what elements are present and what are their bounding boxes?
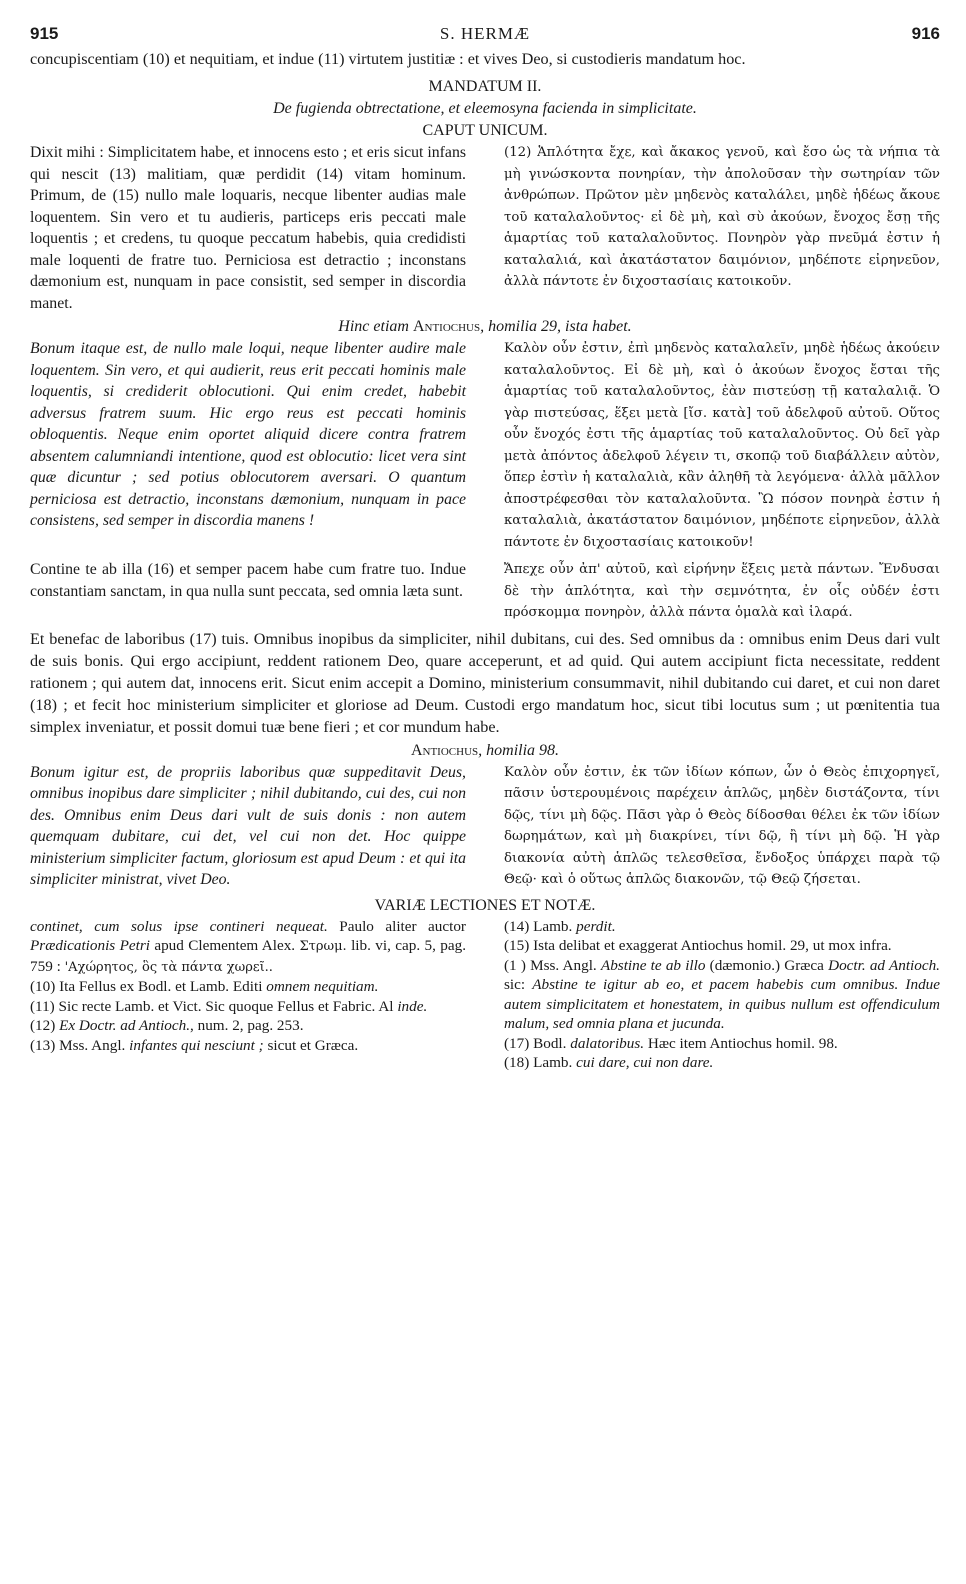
note-14: (14) Lamb. perdit. [504, 917, 616, 935]
note-15: (15) Ista delibat et exaggerat Antiochus homil. 29, ut mox infra. [504, 937, 892, 954]
note-10: (10) Ita Fellus ex Bodl. et Lamb. Editi omnem nequitiam. [30, 978, 379, 995]
notes-section [30, 917, 940, 1073]
note-left-continuation: continet, cum solus ipse contineri nequeat. Paulo aliter auctor Prædicationis Petri apud Clementem Alex. Στρωμ. lib. vi, cap. 5, pag. 759 : 'Αχώρητος, ὃς τὰ πάντα χωρεῖ.. [30, 917, 466, 975]
note-12: (12) Ex Doctr. ad Antioch., num. 2, pag. 253. [30, 1017, 304, 1034]
note-18: (18) Lamb. cui dare, cui non dare. [504, 1054, 714, 1071]
latin-text-3: Contine te ab illa (16) et semper pacem habe cum fratre tuo. Indue constantiam sanctam, in qua nulla sunt peccata, sed omnia læta sunt. [30, 561, 466, 600]
mandatum-subtitle: De fugienda obtrectatione, et eleemosyna facienda in simplicitate. [273, 100, 697, 117]
latin-text-2: Bonum itaque est, de nullo male loqui, neque libenter audire male loquentem. Sin vero, et qui audierit, reus erit peccati hominis male loquentis, si crediderit oblocutioni. Qui enim credet, habebit adversus fratrem suum. Hic ergo reus est peccati hominis obloquentis. Neque enim oportet aliquid dicere contra fratrem absentem calumniandi intentione, quod est oblocutio: licet vera sint quæ dicuntur ; sed potius oblocutorem aversari. O quantum perniciosa est detractio, inconstans dæmonium, nunquam in pace consistens, sed semper in discordia manens ! [30, 340, 466, 529]
section-3 [30, 559, 940, 624]
mandatum-title: MANDATUM II. [428, 78, 542, 95]
section-4 [30, 762, 940, 891]
note-16: (1 ) Mss. Angl. Abstine te ab illo (dæmonio.) Græca Doctr. ad Antioch. sic: Abstine te igitur ab eo, et pacem habebis cum omnibus. Indue autem simplicitatem et honestatem, in quibus nullum est offendiculum malum, sed omnia plana et jucunda. [504, 956, 940, 1032]
antiochus-heading-2: Antiochus, homilia 98. [410, 741, 560, 759]
antiochus-heading-1: Hinc etiam Antiochus, homilia 29, ista habet. [338, 318, 632, 335]
latin-text-1: Dixit mihi : Simplicitatem habe, et innocens esto ; et eris sicut infans qui nescit (13) malitiam, quæ perdidit (14) vitam hominum. Primum, de (15) nullo male loquaris, necque libenter audias male loquentem. Sin vero et tu audieris, particeps eris peccati male loquentis ; et credens, tu quoque peccatum habebis, quia credidisti male loquenti de fratre tuo. Perniciosa est detractio ; inconstans dæmonium est, nunquam in pace consistit, sed semper in discordia manet. [30, 144, 466, 312]
notes-left-column [30, 917, 466, 1073]
variae-heading: VARIÆ LECTIONES ET NOTÆ. [374, 896, 596, 914]
greek-text-3: Ἄπεχε οὖν ἀπ' αὐτοῦ, καὶ εἰρήνην ἕξεις μετὰ πάντων. Ἔνδυσαι δὲ τὴν ἁπλότητα, καὶ τὴν σεμνότητα, ἐν οἷς οὐδέν ἐστι πρόσκομμα πονηρὸν, ἀλλὰ πάντα ὁμαλὰ καὶ ἱλαρά. [504, 562, 940, 620]
note-11: (11) Sic recte Lamb. et Vict. Sic quoque Fellus et Fabric. Al inde. [30, 997, 428, 1015]
intro-line: concupiscentiam (10) et nequitiam, et indue (11) virtutem justitiæ : et vives Deo, si custodieris mandatum hoc. [30, 50, 746, 68]
note-17: (17) Bodl. dalatoribus. Hæc item Antiochus homil. 98. [504, 1034, 838, 1052]
greek-text-1: (12) Ἁπλότητα ἔχε, καὶ ἄκακος γενοῦ, καὶ ἔσο ὡς τὰ νήπια τὰ μὴ γινώσκοντα πονηρίαν, τὴν ἀπολοῦσαν τὴν σωτηρίαν τῶν ἀνθρώπων. Πρῶτον μὲν μηδενὸς καταλάλει, μηδὲ ἡδέως ἄκουε τοῦ καταλαλοῦντος· εἰ δὲ μὴ, καὶ σὺ ἀκούων, ἔνοχος ἔσῃ τῆς ἁμαρτίας τοῦ καταλαλοῦντος. Πονηρὸν γὰρ πνεῦμά ἐστιν ἡ καταλαλιά, καὶ ἀκατάστατον δαιμόνιον, μηδέποτε εἰρηνεῦον, ἀλλὰ πάντοτε ἐν διχοστασίαις κατοικοῦν. [504, 145, 940, 289]
greek-text-4: Καλὸν οὖν ἐστιν, ἐκ τῶν ἰδίων κόπων, ὧν ὁ Θεὸς ἐπιχορηγεῖ, πᾶσιν ὑστερουμένοις παρέχειν ἁπλῶς, μηδὲν διστάζοντα, τίνι δῷς, τίνι μὴ δῷς. Πᾶσι γὰρ ὁ Θεὸς δίδοσθαι θέλει ἐκ τῶν ἰδίων δωρημάτων, καὶ μὴ διακρίνει, τίνι δῷ, ἢ τίνι μὴ δῷ. Ἡ γὰρ διακονία αὐτὴ ἁπλῶς τελεσθεῖσα, ἔνδοξος ὑπάρχει παρὰ τῷ Θεῷ· καὶ ὁ οὕτως ἁπλῶς διακονῶν, τῷ Θεῷ ζήσεται. [504, 764, 940, 887]
page-number-right: 916 [911, 24, 940, 43]
page-number-left: 915 [30, 24, 59, 43]
section-2 [30, 338, 940, 553]
wide-paragraph: Et benefac de laboribus (17) tuis. Omnibus inopibus da simpliciter, nihil dubitans, cui des. Sed omnibus da : omnibus enim Deus dari vult de suis bonis. Qui ergo accipiunt, reddent rationem Deo, quare acceperunt, et ad quid. Qui autem accipiunt ficta necessitate, reddent rationem ; qui autem dat, innocens erit. Sicut enim accepit a Domino, ministerium consummavit, nihil dubitando cui daret, et cui non daret (18) ; et fecit hoc ministerium simpliciter et gloriose ad Deum. Custodi ergo mandatum hoc, sicut tibi locutus sum ; ut pœnitentia tua simplex inveniatur, et possit domui tuæ bene fieri ; et cor mundum habe. [30, 629, 940, 736]
section-1 [30, 142, 940, 314]
greek-text-2: Καλὸν οὖν ἐστιν, ἐπὶ μηδενὸς καταλαλεῖν, μηδὲ ἡδέως ἀκούειν καταλαλοῦντος. Εἰ δὲ μὴ, καὶ ὁ ἀκούων ἔνοχος ἔσται τῆς ἁμαρτίας τοῦ καταλαλοῦντος, ἐὰν πιστεύσῃ τῇ καταλαλιᾷ. Ὁ γὰρ πιστεύσας, ἕξει μετὰ [ἴσ. κατὰ] τοῦ ἀδελφοῦ αὐτοῦ. Οὕτος οὖν ἔνοχός ἐστι τῆς ἁμαρτίας τοῦ καταλαλοῦντος. Οὐ δεῖ γὰρ μετὰ ἀπόντος ἀδελφοῦ λέγειν τι, σκοπῷ τοῦ διαβάλλειν αὐτὸν, ὅπερ ἐστὶν ἡ καταλαλιὰ, κἂν ἀληθῆ τὰ λεγόμενα· ἀλλὰ μᾶλλον ἀποστρέφεσθαι τὸν καταλαλοῦντα. Ὢ πόσον πονηρὰ ἐστιν ἡ καταλαλιὰ, ἀκατάστατον δαιμόνιον, μηδέποτε εἰρηνεῦον, ἀλλὰ πάντοτε ἐν διχοστασίαις κατοικοῦν! [504, 341, 940, 550]
running-title: S. HERMÆ [439, 24, 531, 43]
running-header [30, 18, 940, 48]
notes-right-column [504, 917, 940, 1073]
note-13: (13) Mss. Angl. infantes qui nesciunt ; sicut et Græca. [30, 1036, 359, 1054]
caput-heading: CAPUT UNICUM. [422, 122, 548, 139]
latin-text-4: Bonum igitur est, de propriis laboribus quæ suppeditavit Deus, omnibus inopibus dare simpliciter ; nihil dubitando, cui des, cui non des. Omnibus enim Deus dari vult de suis donis : non autem quemquam dubitare, cui det, vel cui non det. Hoc quippe ministerium simpliciter factum, gloriosum est apud Deum : et qui ita simpliciter ministrat, vivet Deo. [30, 763, 466, 888]
